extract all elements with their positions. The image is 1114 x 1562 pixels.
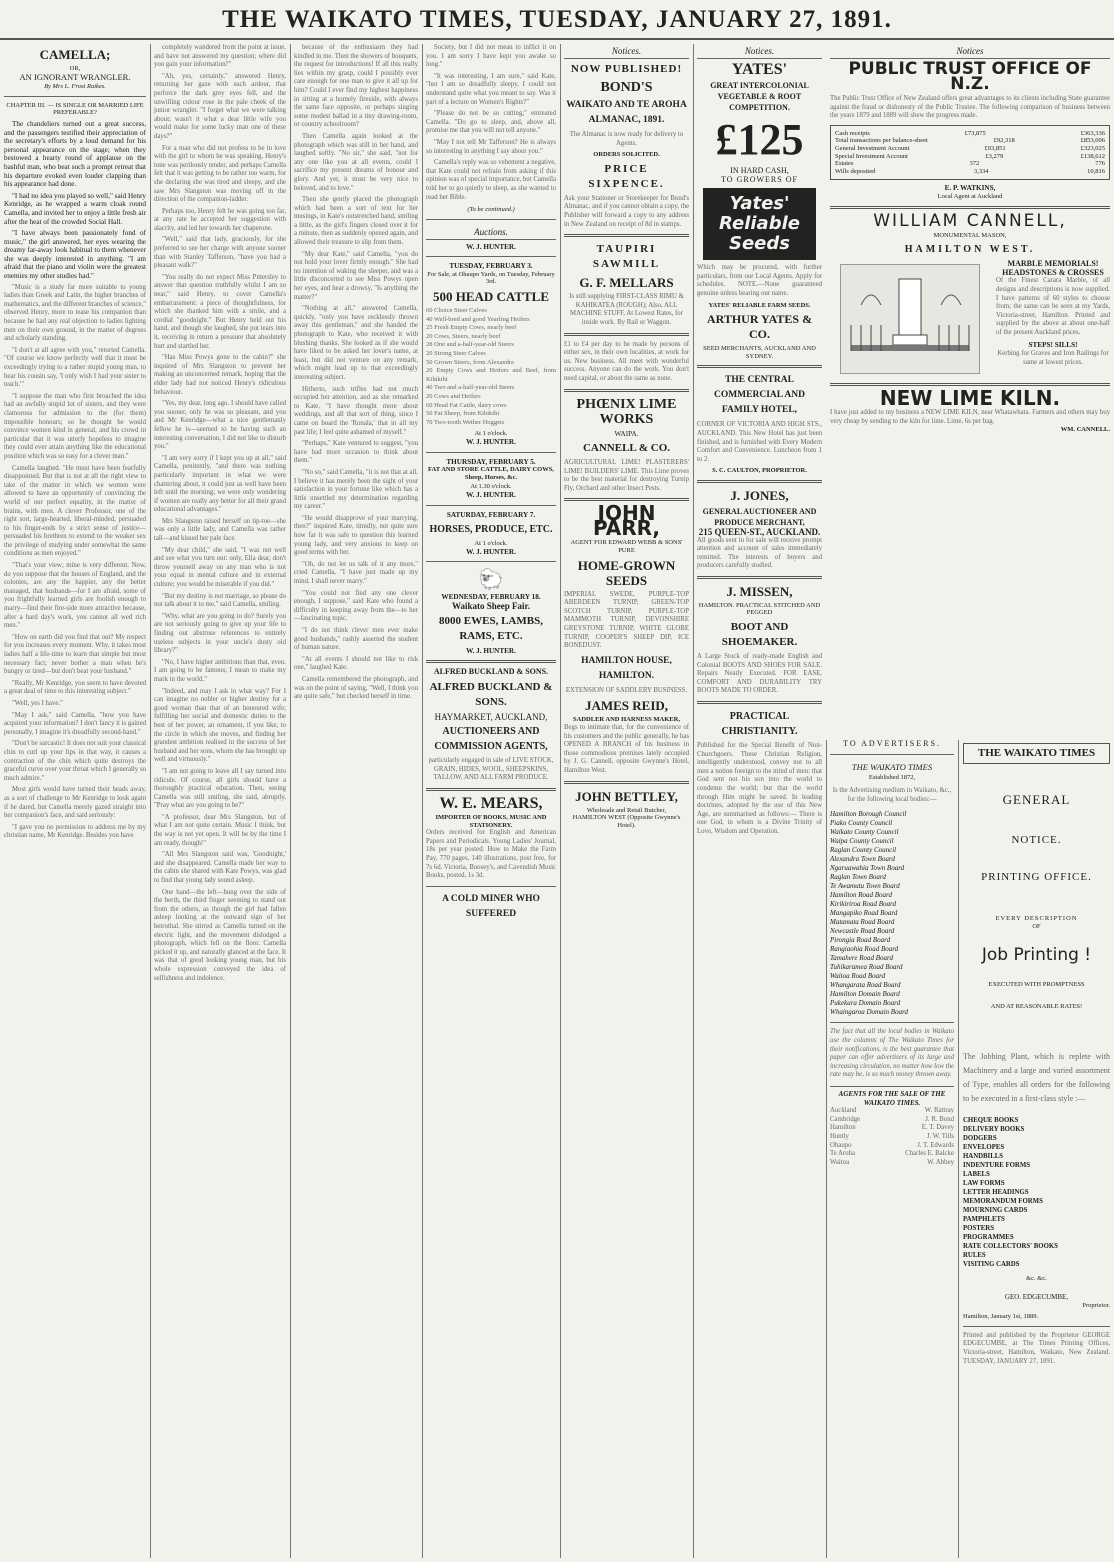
- story-or: OR,: [69, 65, 81, 72]
- auctions-column: Society, but I did not mean to inflict it on you. I am sorry I have kept you awake so long." "It was interesting, I am sure," said Kate, "but I am so dreadfully sleepy, I could not understand quite what you meant to say. Was it part of a lecture on Women's Rights?" "Please do not be so cutting," entreated Camella. "Do go to sleep, and, above all, promise me that you will not tell anyone." "May I not tell Mr Tafferson? He is always so interesting in anything I say about you." Camella's reply was so vehement a negative, that Kate could not refrain from asking if this opinion was of special importance, but Camella told her to go quietly to sleep, as she wanted to read her Bible. (To be continued.) Auctions. W. J. HUNTER. TUESDAY, FEBRUARY 3. For Sale, at Ohaupo Yards, on Tuesday, February 3rd. 500 HEAD CATTLE 60 Choice Steer Calves 40 Well-bred and good Yearling Heifers 25 Fresh Empty Cows, nearly beef 20 Cows, Steers, nearly beef 28 One and a-half-year-old Steers 20 Strong Steer Calves 50 Grown Steers, from Alexandra 20 Empty Cows and Heifers and Beef, from Kihikihi 40 Two and a-half-year-old Steers 20 Cows and Heifers 60 Head Fat Cattle, dairy cows 50 Fat Sheep, from Kihikihi 70 Two-tooth Wether Hoggets At 1 o'clock. W. J. HUNTER. THURSDAY, FEBRUARY 5. FAT AND STORE CATTLE, DAIRY COWS, Sheep, Horses, &c. At 1.30 o'clock. W. J. HUNTER. SATURDAY, FEBRUARY 7. HORSES, PRODUCE, ETC. At 1 o'clock. W. J. HUNTER. 🐑 WEDNESDAY, FEBRUARY 18. Waikato Sheep Fair. 8000 EWES, LAMBS, RAMS, ETC. W. J. HUNTER. ALFRED BUCKLAND & SONS. ALFRED BUCKLAND & SONS. HAYMARKET, AUCKLAND, AUCTIONEERS AND COMMISSION AGENTS, particularly engaged in sale of LIVE STOCK, GRAIN, HIDES, WOOL, SHEEPSKINS, TALLOW, AND ALL FARM PRODUCE. W. E. MEARS, IMPORTER OF BOOKS, MUSIC AND STATIONERY. Orders received for English and American Papers and Periodicals. Young Ladies' Journal, 18s per year posted. How to Make the Farm Pay, 770 pages, 140 illustrations, post free, for 7s 6d. Victoria, Boosey's, and Cavendish Music Books, posted, 1s 3d. A COLD MINER WHO SUFFERED: [422, 44, 560, 1558]
- firm-role: IMPORTER OF BOOKS, MUSIC AND STATIONERY.: [435, 814, 547, 829]
- story-text-block: completely wandered from the point at issue, and have not answered my question; where did you gain your information?" "Ah, yes, certainly," answered Henry, returning her gaze with such ardour, that perforce the dark grey eyes fell, and the unwilling colour rose in the pale cheek of the junior wrangler. "I forget what we were talking about; wasn't it what a dear little wife you would make for some lucky man one of these days?" For a man who did not profess to be in love with the girl to whom he was speaking, Henry's tone was perilously tender, and perhaps Camella felt that it was getting to be rather too warm, for she declaring she was tired and sleepy, and she saw Mrs Slangston was moving off in the direction of the companion-ladder. Perhaps too, Henry felt he was going too far, at any rate he accepted her suggestion with alacrity, and led her towards her chaperone. "Well," said that lady, graciously, for she preferred to see her charge with anyone sooner than with Stanley Tafferson, "have you had a pleasant walk?" "You really do not expect Miss Pittersley to answer that question truthfully whilst I am so near," said Henry, to cover Camella's embarrassment: a piece of thoughtfulness, for which she thanked him with a smile, and a cordial "goodnight." But Henry held out his hand, and though she laughed, she put tears into it, receiving in return a pressure that absolutely hurt and startled her. "Has Miss Powys gone to the cabin?" she inquired of Mrs Slangston to prevent her making an unconcerned remark, hoping that the elder lady had not noticed Henry's ridiculous behaviour. "Yes, my dear, long ago. I should have called you sooner, only he was so pleasant, and you and Mr Kenridge—what a nice gentlemanly fellow he is—seemed to be having such an interesting conversation, I did not like to disturb you." "I am very sorry if I kept you up at all," said Camella, penitently, "and there was nothing particularly important in what we were chattering about, it could just as well have been left until the morning; we were only wondering if women are really any better for all their grand educational advantages." Mrs Slangston raised herself on tip-toe—she was only a little lady, and Camella was rather tall—and kissed her pale face. "My dear child," she said, "I was not well and see what you turn out: only, Ella dear, don't throw yourself away on any man who is not your equal in mental culture and in external culture; you would be miserable if you did." "But my destiny is not marriage, so please do not talk about it to me," said Camella, smiling. "Why, what are you going to do? Surely you are not seriously going to give up your life to finding out abstruse references to entirely useless subjects in your uncle's dusty old library?" "No, I have higher ambitions than that, even. I am going to be famous; I mean to make my mark in the world." "Indeed, and may I ask in what way? For I can imagine no nobler or higher destiny for a good woman than that of an honoured wife; fulfilling her social and domestic duties to the best of her power, an ornament, if you like, to the circle in which she moves, and finding her grandest ambition realised in the success of her husband and her sons, whom she has brought up well and virtuously." "I am not going to leave all I say turned into ridicule. Of course, all girls should have a thoroughly practical education. Then, seeing Camella was still smiling, she said, abruptly, "Pray what are you going to be?" "A professor, dear Mrs Slangston, but of what I am not quite certain. Music I think, but the way is not yet open. It will be by the time I am ready, though!" "All Mrs Slangston said was, 'Goodnight,' and she disappeared. Camella made her way to the cabin she shared with Kate Powys, was glad to find that young lady sound asleep. One hand—the left—hung over the side of the berth, the third finger seeming to stand out from the others, as though the girl had fallen asleep looking at the outward sign of her betrothal. She stirred as Camella turned on the electric light, and the movement dislodged a photograph, which fell on the floor. Camella picked it up, and naturally glanced at the face. It was that of good looking young man, but his whole expression conveyed the idea of selfishness and indolence.: [154, 44, 286, 982]
- sale-list: 60 Choice Steer Calves 40 Well-bred and good Yearling Heifers 25 Fresh Empty Cows, nearly beef 20 Cows, Steers, nearly beef 28 One and a-half-year-old Steers 20 Strong Steer Calves 50 Grown Steers, from Alexandra 20 Empty Cows and Heifers and Beef, from Kihikihi 40 Two and a-half-year-old Steers 20 Cows and Heifers 60 Head Fat Cattle, dairy cows 50 Fat Sheep, from Kihikihi 70 Two-tooth Wether Hoggets: [426, 307, 556, 426]
- notice-headline: TO ADVERTISERS.: [843, 740, 941, 748]
- notice-headline: THE CENTRAL COMMERCIAL AND FAMILY HOTEL,: [713, 375, 806, 416]
- sale-headline: 8000 EWES, LAMBS, RAMS, ETC.: [439, 614, 543, 642]
- proprietor-role: Proprietor.: [1082, 1301, 1110, 1309]
- story-title: CAMELLA;: [39, 47, 111, 62]
- divider: [4, 96, 146, 97]
- firm-role: MONUMENTAL MASON,: [933, 231, 1007, 239]
- job-list: [963, 1116, 1110, 1269]
- notice-headline: A COLD MINER WHO SUFFERED: [442, 893, 540, 919]
- chapter-heading: CHAPTER III. — IS SINGLE OR MARRIED LIFE PREFERABLE?: [6, 101, 144, 117]
- council-item: Kirikiriroa Road Board: [830, 900, 896, 909]
- story-text-block: "Music is a study far more suitable to young ladies than Greek and Latin, the higher branches of mathematics, and the different branches of science," observed Henry, more to tease his companion than because he had any real objection to ladies lighting men on their own ground, in the matter of degrees and scholarly standing. "I don't at all agree with you," retorted Camella. "Of course we know perfectly well that it must be exceedingly trying to a rather stupid young man, to hear his cousin say, 'I only wish I had your sister to teach.'" "I suppose the man who first broached the idea had an awfully stupid lot of sisters, and they were clamorous for admission to the (for them) impossible honours; so he thought he would convince women kind in general, and his crowd in particular that it was utterly hopeless to imagine they could ever attain anything like the educational position which was so easy for a clever man." Camella laughed. "He must have been fearfully disappointed. But that is not at all the right view to take of the matter in which we women were allowed to have an opportunity of convincing the world of our perfect equality, in the matter of brains, with men. A clever Professor, one of the right sort, large-hearted, liberal-minded, persuaded to his finger-ends by a strict sense of justice—persuaded his brethren to extend to the weaker sex the privilege of studying under somewhat the same conditions as men enjoyed." "That's your view; mine is very different. Now, do you suppose that the houses of England, and the colonies, are any the happier, any the better managed, that husbands—for I am afraid, some of you frightfully learned girls are foolish enough to marry—find their fire-side more attractive because, after a hard day's work, you cannot all wed rich men." "How on earth did you find that out? My respect for you increases every moment. Why, it takes most ladies half a life-time to learn that simple but most necessary fact; never bother a man when he's hungry or tired—but don't beat your husband." "Really, Mr Kenridge, you seem to have devoted a great deal of time to this interesting subject." "Well, yes I have." "May I ask," said Camella, "how you have acquired your information? I don't fancy it is gained personally, I imagine it's dreadfully second-hand." "Don't be sarcastic! It does not suit your classical chin to curl up your lips in that way, it causes a contraction of the chin which quite destroys the graceful curve over your throat which I generally so much admire." Most girls would have turned their heads away, as a sort of challenge to Mr Kenridge to look again if he dared, but Camella merely gazed straight into her companion's face, and said seriously: "I gave you no permission to address me by my christian name, Mr Kenridge. Besides you have: [4, 283, 146, 840]
- firm-name: ALFRED BUCKLAND & SONS.: [433, 667, 549, 677]
- sale-date: THURSDAY, FEBRUARY 5.: [446, 457, 536, 466]
- story-continued-column: [150, 44, 290, 1558]
- signature: WM. CANNELL.: [1060, 426, 1110, 434]
- firm-name: CANNELL & CO.: [582, 442, 671, 455]
- prize-amount: £125: [715, 115, 804, 164]
- notice-headline: HAMILTON HOUSE, HAMILTON.: [581, 655, 672, 681]
- council-item: Rangiaohia Road Board: [830, 945, 899, 954]
- notice-headline: GREAT INTERCOLONIAL VEGETABLE & ROOT COMPETITION.: [710, 81, 809, 112]
- firm-name: JAMES REID,: [584, 698, 669, 714]
- advertisers-column: TO ADVERTISERS. THE WAIKATO TIMES Established 1872, Is the Advertising medium in Waikato, &c., for the following local bodies:— Hamilton Borough Council Piako County Council Waikato County Council Waipa County Council Raglan County Council Alexandra Town Board Ngaruawahia Town Board Raglan Town Board Te Awamutu Town Board Hamilton Road Board Kirikiriroa Road Board Mangapiko Road Board Matamata Road Board Newcastle Road Board Pirongia Road Board Rangiaohia Road Board Tamahere Road Board Tuhikaramea Road Board Waitoa Road Board Whangarata Road Board Hamilton Domain Board Pukekura Domain Board Whaingaroa Domain Board The fact that all the local bodies in Waikato use the columns of The Waikato Times for their notifications, is the best guarantee that paper can offer advertisers of its large and increasing circulation, no matter how low the rate may be, is so much money thrown away. AGENTS FOR THE SALE OF THE WAIKATO TIMES. Auckland W. Rattray Cambridge J. R. Bond Hamilton E. T. Davey Huntly J. W. Tills Ohaupo J. T. Edwards Te Aroha Charles E. Balcke Waitoa W. Abbey: [830, 740, 954, 1166]
- sale-detail: For Sale, at Ohaupo Yards, on Tuesday, February 3rd.: [427, 270, 555, 286]
- notice-headline: PRICE SIXPENCE.: [588, 162, 665, 190]
- imprint: Printed and published by the Proprietor GEORGE EDGECUMBE, at The Times Printing Offices, Victoria-street, Hamilton, Waikato, New Zealand. TUESDAY, JANUARY 27, 1891.: [963, 1331, 1110, 1365]
- notice-headline: WAIKATO AND TE AROHA ALMANAC, 1891.: [566, 100, 687, 125]
- notice-headline: PRINTING OFFICE.: [981, 871, 1092, 883]
- firm-name: W. E. MEARS,: [439, 795, 543, 813]
- council-item: Mangapiko Road Board: [830, 909, 898, 918]
- job-item: INDENTURE FORMS: [963, 1162, 1031, 1170]
- agents-heading: AGENTS FOR THE SALE OF THE WAIKATO TIMES.: [830, 1086, 954, 1107]
- council-item: Raglan County Council: [830, 846, 897, 855]
- firm-name: JOHN PARR,: [592, 501, 661, 541]
- printing-office-column: THE WAIKATO TIMES GENERAL NOTICE. PRINTING OFFICE. EVERY DESCRIPTION OF Job Printing ! EXECUTED WITH PROMPTNESS AND AT REASONABLE RATES! The Jobbing Plant, which is replete with Machinery and a large and varied assortment of Type, enables all orders for the following to be executed in a first-class style :— CHEQUE BOOKS DELIVERY BOOKS DODGERS ENVELOPES HANDBILLS INDENTURE FORMS LABELS LAW FORMS LETTER HEADINGS MEMORANDUM FORMS MOURNING CARDS PAMPHLETS POSTERS PROGRAMMES RATE COLLECTORS' BOOKS RULES VISITING CARDS &c. &c. GEO. EDGECUMBE, Proprietor. Hamilton, January 1st, 1889. Printed and published by the Proprietor GEORGE EDGECUMBE, at The Times Printing Offices, Victoria-street, Hamilton, Waikato, New Zealand. TUESDAY, JANUARY 27, 1891.: [958, 740, 1114, 1558]
- council-item: Tuhikaramea Road Board: [830, 963, 903, 972]
- firm-role: GENERAL AUCTIONEER AND PRODUCE MERCHANT,: [702, 506, 817, 527]
- notice-text: IN HARD CASH,: [730, 166, 789, 175]
- council-item: Pukekura Domain Board: [830, 999, 901, 1008]
- firm-role: AUCTIONEERS AND COMMISSION AGENTS,: [434, 726, 548, 753]
- story-text-block: Society, but I did not mean to inflict it on you. I am sorry I have kept you awake so long." "It was interesting, I am sure," said Kate, "but I am so dreadfully sleepy, I could not understand quite what you meant to say. Was it part of a lecture on Women's Rights?" "Please do not be so cutting," entreated Camella. "Do go to sleep, and, above all, promise me that you will not tell anyone." "May I not tell Mr Tafferson? He is always so interesting in anything I say about you." Camella's reply was so vehement a negative, that Kate could not refrain from asking if this opinion was of special importance, but Camella told her to go quietly to sleep, as she wanted to read her Bible.: [426, 44, 556, 201]
- sale-headline: HORSES, PRODUCE, ETC.: [429, 524, 553, 536]
- notice-headline: NOW PUBLISHED!: [570, 63, 683, 75]
- job-item: LETTER HEADINGS: [963, 1189, 1029, 1197]
- notice-headline: NEW LIME KILN.: [879, 386, 1061, 411]
- section-header: Auctions.: [426, 225, 556, 240]
- notice-text: TO GROWERS OF: [721, 174, 798, 184]
- masthead: [0, 0, 1114, 40]
- notices-column: Notices. YATES' GREAT INTERCOLONIAL VEGETABLE & ROOT COMPETITION. £125 IN HARD CASH, TO GROWERS OF Yates' Reliable Seeds Which may be procured, with further particulars, from our Local Agents. Apply for schedules. NOTE.—None guaranteed genuine unless bearing our name. YATES' RELIABLE FARM SEEDS. ARTHUR YATES & CO. SEED MERCHANTS, AUCKLAND AND SYDNEY. THE CENTRAL COMMERCIAL AND FAMILY HOTEL, CORNER OF VICTORIA AND HIGH STS., AUCKLAND. This New Hotel has just been finished, and is furnished with Every Modern Comfort and Convenience. Luncheon from 1 to 2. S. C. CAULTON, PROPRIETOR. J. JONES, GENERAL AUCTIONEER AND PRODUCE MERCHANT, 215 QUEEN-ST., AUCKLAND. All goods sent in for sale will receive prompt attention and account of sales immediately remitted. The interests of buyers and producers carefully studied. J. MISSEN, HAMILTON. PRACTICAL STITCHED AND PEGGED BOOT AND SHOEMAKER. A Large Stock of ready-made English and Colonial BOOTS AND SHOES FOR SALE. Repairs Neatly Executed. FOR EASE, COMFORT AND DURABILITY TRY BOOTS MADE TO ORDER. PRACTICAL CHRISTIANITY. Published for the Special Benefit of Non-Churchgoers. These Christian Religion, intelligently understood, convey not to all men a notion foreign to the mind of men: that God sent not his son into the world to condemn the world; but that the world through Him might be saved. In leading doctrines, adopted by the use of this New Age, are summarised as follows:— There is one God, in whom is a Divine Trinity of Love, Wisdom and Operation.: [697, 46, 822, 835]
- firm-name: J. JONES,: [730, 487, 789, 503]
- sale-headline: 500 HEAD CATTLE: [432, 289, 550, 305]
- auctioneer-name: W. J. HUNTER.: [466, 437, 516, 446]
- job-item: DODGERS: [963, 1135, 997, 1143]
- notice-headline: BOOT AND SHOEMAKER.: [721, 621, 798, 649]
- sale-date: WEDNESDAY, FEBRUARY 18.: [441, 593, 541, 602]
- job-item: LAW FORMS: [963, 1180, 1005, 1188]
- story-paragraph: The chandeliers turned out a great success, and the passengers testified their appreciation of the secretary's efforts by a loud demand for his personal appearance on the stage; when they bestowed a hearty round of applause on the bashful man, who beat such a prompt retreat that his departure evoked even louder clapping than his appearance had done.: [4, 119, 146, 189]
- council-item: Hamilton Domain Board: [830, 990, 900, 999]
- job-item: PROGRAMMES: [963, 1234, 1014, 1242]
- monument-illustration: [840, 264, 980, 374]
- notice-date: Hamilton, January 1st, 1889.: [963, 1313, 1039, 1321]
- proprietor-name: GEO. EDGECUMBE,: [1004, 1292, 1069, 1301]
- firm-name: PHŒNIX LIME WORKS: [576, 396, 677, 427]
- job-item: HANDBILLS: [963, 1153, 1004, 1161]
- job-item: LABELS: [963, 1171, 990, 1179]
- council-item: Waitoa Road Board: [830, 972, 886, 981]
- council-item: Matamata Road Board: [830, 918, 895, 927]
- agent-role: Local Agent at Auckland: [937, 192, 1003, 200]
- section-header: Notices.: [564, 44, 689, 59]
- monument-icon: [841, 265, 979, 373]
- job-item: DELIVERY BOOKS: [963, 1126, 1025, 1134]
- firm-address: 215 QUEEN-ST., AUCKLAND.: [698, 526, 821, 537]
- sale-date: SATURDAY, FEBRUARY 7.: [446, 510, 536, 519]
- firm-name: ARTHUR YATES & CO.: [706, 312, 813, 342]
- notice-headline: PRACTICAL CHRISTIANITY.: [721, 711, 798, 738]
- notice-headline: THE WAIKATO TIMES: [963, 743, 1110, 764]
- agent-name: E. P. WATKINS,: [944, 184, 996, 193]
- notice-headline: MARBLE MEMORIALS!: [1007, 259, 1099, 269]
- council-item: Raglan Town Board: [830, 873, 886, 882]
- story-column: [0, 44, 150, 1558]
- notice-headline: HEADSTONES & CROSSES: [1002, 267, 1104, 277]
- job-item: MEMORANDUM FORMS: [963, 1198, 1043, 1206]
- notice-headline: TAUPIRI SAWMILL: [592, 243, 661, 271]
- firm-name: WILLIAM CANNELL,: [873, 210, 1067, 231]
- notices-column: Notices. NOW PUBLISHED! BOND'S WAIKATO AND TE AROHA ALMANAC, 1891. The Almanac is now ready for delivery to Agents. ORDERS SOLICITED. PRICE SIXPENCE. Ask your Stationer or Storekeeper for Bond's Almanac, and if you cannot obtain a copy, the Publisher will forward a copy to any address in New Zealand on receipt of 8d in stamps. TAUPIRI SAWMILL G. F. MELLARS Is still supplying FIRST-CLASS RIMU & KAHIKATEA (ROUGH); Also, ALL MACHINE STUFF, At Lowest Rates, for inside work. By Rail or Waggon. £1 to £4 per day to be made by persons of either sex, in their own localities, at work for us. New business. All meet with wonderful success. Anyone can do the work. You don't need capital, or about the same as none. PHŒNIX LIME WORKS WAIPA. CANNELL & CO. AGRICULTURAL LIME! PLASTERERS' LIME! BUILDERS' LIME. This Lime proves to be the best material for destroying Turnip Fly, Orchard and other Insect Pests. JOHN PARR, AGENT FOR EDWARD WEBB & SONS' PURE HOME-GROWN SEEDS IMPERIAL SWEDE, PURPLE-TOP ABERDEEN TURNIP, GREEN-TOP SCOTCH TURNIP, PURPLE-TOP MAMMOTH TURNIP, DEVONSHIRE GREYSTONE TURNIP, WHITE GLOBE TURNIP, COOPER'S SHEEP DIP, ICE BONEDUST. HAMILTON HOUSE, HAMILTON. EXTENSION OF SADDLERY BUSINESS. JAMES REID, SADDLER AND HARNESS MAKER, Begs to intimate that, for the convenience of his customers and the public generally, he has OPENED A BRANCH of his business in those commodious premises lately occupied by J. G. Cannell, opposite Gwynne's Hotel, Hamilton West. JOHN BETTLEY, Wholesale and Retail Butcher, HAMILTON WEST (Opposite Gwynne's Hotel).: [564, 46, 689, 829]
- auctioneer-name: W. J. HUNTER.: [466, 242, 516, 251]
- continued-note: (To be continued.): [467, 206, 515, 214]
- job-item: RATE COLLECTORS' BOOKS: [963, 1243, 1058, 1251]
- firm-location: WAIPA.: [614, 429, 639, 438]
- council-item: Newcastle Road Board: [830, 927, 895, 936]
- firm-name: YATES': [731, 61, 788, 78]
- council-item: Pirongia Road Board: [830, 936, 891, 945]
- notice-headline: PUBLIC TRUST OFFICE OF N.Z.: [848, 59, 1092, 94]
- firm-name: G. F. MELLARS: [579, 275, 674, 291]
- notice-headline: THE WAIKATO TIMES: [851, 761, 933, 772]
- sheep-icon: 🐑: [478, 569, 504, 592]
- auctioneer-name: W. J. HUNTER.: [466, 547, 516, 556]
- firm-name: JOHN BETTLEY,: [575, 788, 678, 804]
- notice-headline: STEPS! SILLS!: [1028, 341, 1078, 350]
- story-text-block: because of the enthusiasm they had kindled in me. Then the showers of bouquets, the request for introductions! If all this really lies within my grasp, could I possibly ever care enough for one man to give it all up for him? Could I ever find my highest happiness in sitting at a homely fireside, with always the same face opposite, or perhaps singing some modest ballad in a tiny drawing-room, or country schoolroom? Then Camella again looked at the photograph which was still in her hand, and laughed softly. "No sir," she said, "not for any one like you at all events, could I sacrifice my present dreams of honour and glory. And yet, it must be very nice to beloved, and to love." Then she gently placed the photograph which had been a sort of text for her musings, in Kate's outstretched hand, smiling a little, as the girl's fingers closed over it for a minute, then as suddenly opened again, and allowed their treasure to slip from them. "My dear Kate," said Camella, "you do not hold your lover firmly enough." She had no intention of waking the sleeper, and was a little disconcerted to see Miss Powys open her eyes, and hear a drowsy, "Is anything the matter?" "Nothing at all," answered Camella, quickly, "only you have recklessly thrown away this gentleman," and she handed the photograph to Kate, who received it with blushing thanks. She looked as if she would have liked to be asked her lover's name, at least, but did not venture on any remark, which might lead up to that exceedingly interesting subject. Hitherto, such trifles had not much occupied her attention, and as she remarked to Kate, "I have thought more about weddings, and all that sort of thing, since I came on board the 'Ronala,' that in all my past life; I feel quite ashamed of myself." "Perhaps," Kate ventured to suggest, "you have had more occasion to think about them." "No so," said Camella, "it is not that at all. I believe it has merely been the sight of your satisfaction in your fortune like which has a little unsettled my determination regarding my career." "He would disapprove of your marrying, then?" inquired Kate, timidly, not quite sure how far it was safe to question this learned young lady, and very anxious to keep on good terms with her. "Oh, do not let us talk of it any more," cried Camella, "I have just made up my mind. I shall never marry." "You could not find any one clever enough, I suppose," said Kate who found a difficulty in keeping away from the—to her—fascinating topic. "I do not think clever men ever make good husbands," rashly asserted the student of human nature. "At all events I should not like to risk one," laughed Kate. Camella remembered the photograph, and was on the point of saying, "Well, I think you are quite safe," but checked herself in time.: [294, 44, 418, 701]
- council-item: Te Awamutu Town Board: [830, 882, 900, 891]
- auctioneer-name: W. J. HUNTER.: [466, 490, 516, 499]
- newspaper-title: THE WAIKATO TIMES, TUESDAY, JANUARY 27, 1891.: [222, 6, 892, 33]
- council-item: Waipa County Council: [830, 837, 894, 846]
- story-byline: By Mrs L. Frost Raikes.: [44, 83, 106, 91]
- notice-text: AND AT REASONABLE RATES!: [990, 1002, 1083, 1010]
- council-item: Tamahere Road Board: [830, 954, 893, 963]
- notice-headline: HOME-GROWN SEEDS: [577, 557, 676, 588]
- notices-column: Notices PUBLIC TRUST OFFICE OF N.Z. The Public Trust Office of New Zealand offers great advantages to its clients including State guarantee against the fraud or dishonesty of the Public Trustee. The following comparison of business between the years 1879 and 1889 will shew the progress made. Cash receipts £73,875 £363,336 Total transactions per balance-sheet £92,318 £853,006 General Investment Account £93,851 £323,025 Special Investment Account £3,279 £138,612 Estates 372 776 Wills deposited 3,334 10,816 E. P. WATKINS, Local Agent at Auckland WILLIAM CANNELL, MONUMENTAL MASON, HAMILTON WEST. MARBLE MEMORIALS! HEADSTONES & CROSSES Of the Finest Carara Marble, of all designs and descriptions is now supplied. I have patterns of 60 styles to choose from; the same can be seen at my Yards, Victoria-street, Hamilton. Printed and supplied by the above at about one-half of the present Auckland prices. STEPS! SILLS! Kerbing for Graves and Iron Railings for same at lowest prices. NEW LIME KILN. I have just added to my business a NEW LIME KILN, near Whatawhata. Farmers and others may buy very cheap by sending to the kiln for lime. Lime, 6s per bag. WM. CANNELL.: [830, 46, 1110, 434]
- job-item: MOURNING CARDS: [963, 1207, 1028, 1215]
- divider: [426, 219, 556, 220]
- notice-headline: Job Printing !: [981, 945, 1092, 966]
- job-item: VISITING CARDS: [963, 1261, 1020, 1269]
- auctioneer-name: W. J. HUNTER.: [466, 646, 516, 655]
- council-item: Hamilton Borough Council: [830, 810, 907, 819]
- firm-name: ALFRED BUCKLAND & SONS.: [429, 680, 553, 708]
- established: Established 1872,: [868, 773, 916, 781]
- job-item: ENVELOPES: [963, 1144, 1005, 1152]
- notice-text: The Jobbing Plant, which is replete with Machinery and a large and varied assortment of Type, enables all orders for the following to be executed in a first-class style :—: [963, 1052, 1110, 1104]
- story-paragraph: "I had no idea you played so well," said Henry Kenridge, as he wrapped a warm cloak round Camella, and invited her to enjoy a little fresh air after the heat of the crowded Social Hall.: [4, 191, 147, 226]
- story-paragraph: "I have always been passionately fond of music," the girl answered, her eyes wearing the dreamy far-away look habitual to them whenever she was deeply interested in anything. "I am afraid that the piano and violin were the greatest enemies my other studies had.": [4, 229, 146, 281]
- sale-date: TUESDAY, FEBRUARY 3.: [449, 262, 533, 271]
- firm-role: Wholesale and Retail Butcher,: [586, 806, 667, 814]
- council-item: Hamilton Road Board: [830, 891, 892, 900]
- proprietor-name: S. C. CAULTON, PROPRIETOR.: [712, 467, 807, 475]
- job-item: CHEQUE BOOKS: [963, 1117, 1019, 1125]
- job-item: PAMPHLETS: [963, 1216, 1005, 1224]
- notice-headline: NOTICE.: [1011, 834, 1062, 846]
- job-item: RULES: [963, 1252, 986, 1260]
- section-header: Notices.: [697, 44, 822, 59]
- yates-seeds-logo: Yates' Reliable Seeds: [703, 188, 816, 260]
- trust-figures-table: Cash receipts £73,875 £363,336 Total transactions per balance-sheet £92,318 £853,006 General Investment Account £93,851 £323,025 Special Investment Account £3,279 £138,612 Estates 372 776 Wills deposited 3,334 10,816: [830, 125, 1110, 181]
- council-item: Piako County Council: [830, 819, 893, 828]
- story-continued-column: [290, 44, 422, 1558]
- notice-headline: BOND'S: [600, 80, 653, 95]
- council-item: Whaingaroa Domain Board: [830, 1008, 909, 1017]
- council-item: Whangarata Road Board: [830, 981, 901, 990]
- council-item: Ngaruawahia Town Board: [830, 864, 905, 873]
- divider: [426, 256, 556, 257]
- council-item: Alexandra Town Board: [830, 855, 895, 864]
- firm-address: HAYMARKET, AUCKLAND,: [434, 711, 548, 722]
- section-header: Notices: [830, 44, 1110, 59]
- council-item: Waikato County Council: [830, 828, 899, 837]
- firm-location: HAMILTON WEST.: [904, 244, 1036, 256]
- firm-role: SADDLER AND HARNESS MAKER,: [573, 716, 680, 724]
- story-subtitle: AN IGNORANT WRANGLER.: [19, 71, 131, 82]
- firm-name: J. MISSEN,: [726, 583, 793, 599]
- notice-headline: GENERAL: [1002, 792, 1071, 807]
- notice-text: EXECUTED WITH PROMPTNESS: [988, 981, 1085, 989]
- job-item: POSTERS: [963, 1225, 994, 1233]
- council-list: [830, 810, 954, 1017]
- sale-headline: FAT AND STORE CATTLE, DAIRY COWS, Sheep, Horses, &c.: [428, 466, 554, 481]
- sale-headline: Waikato Sheep Fair.: [452, 600, 530, 611]
